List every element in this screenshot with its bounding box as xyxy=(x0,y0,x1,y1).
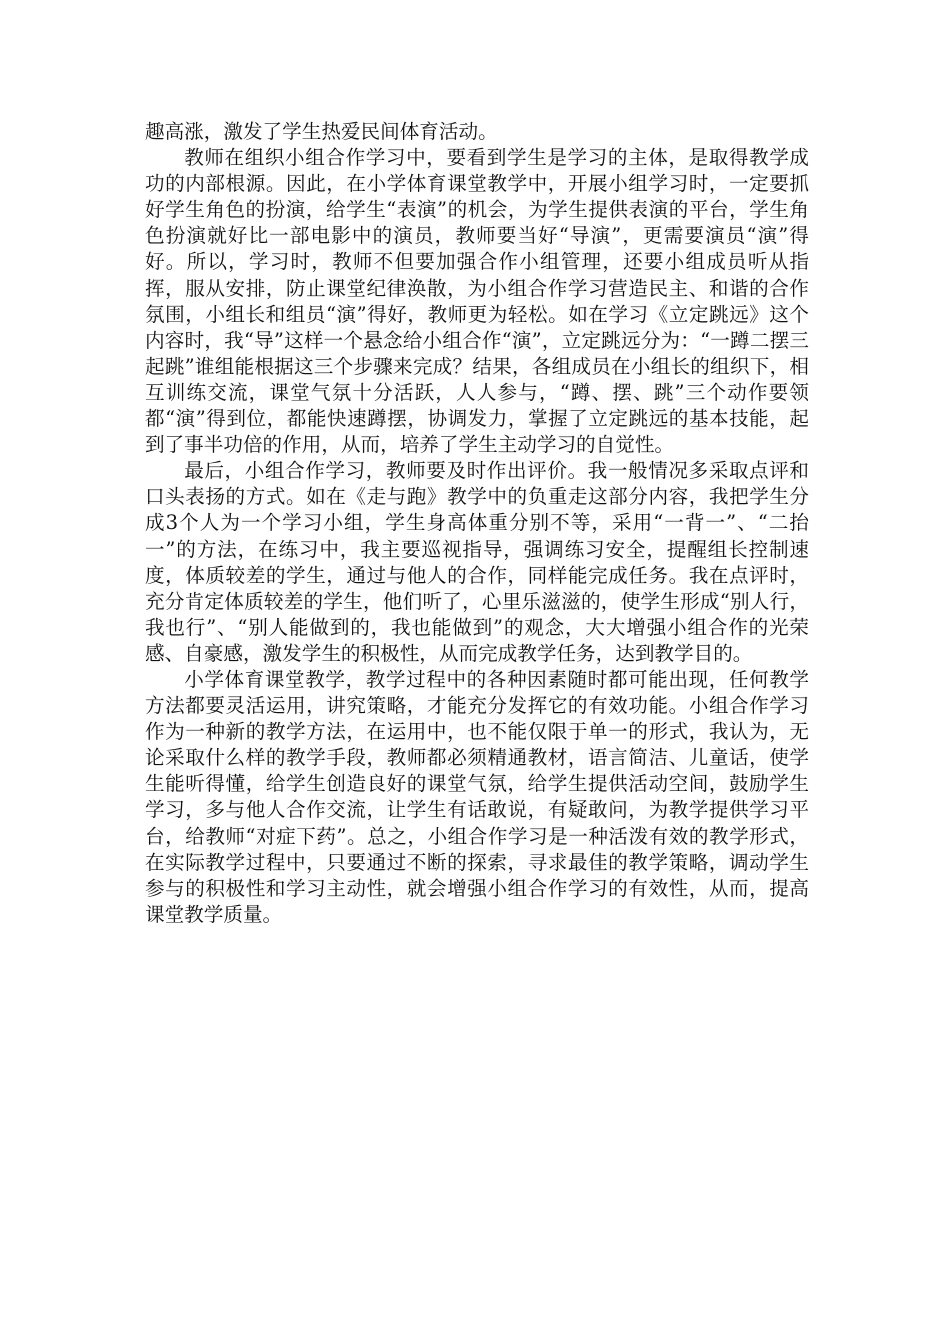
paragraph-teacher-role: 教师在组织小组合作学习中，要看到学生是学习的主体，是取得教学成功的内部根源。因此，在小学体育课堂教学中，开展小组学习时，一定要抓好学生角色的扮演，给学生“表演”的机会，为学生提供表演的平台，学生角色扮演就好比一部电影中的演员，教师要当好“导演”，更需要演员“演”得好。所以，学习时，教师不但要加强合作小组管理，还要小组成员听从指挥，服从安排，防止课堂纪律涣散，为小组合作学习营造民主、和谐的合作氛围，小组长和组员“演”得好，教师更为轻松。如在学习《立定跳远》这个内容时，我“导”这样一个悬念给小组合作“演”，立定跳远分为：“一蹲二摆三起跳”谁组能根据这三个步骤来完成？结果，各组成员在小组长的组织下，相互训练交流，课堂气氛十分活跃，人人参与，“蹲、摆、跳”三个动作要领都“演”得到位，都能快速蹲摆，协调发力，掌握了立定跳远的基本技能，起到了事半功倍的作用，从而，培养了学生主动学习的自觉性。 xyxy=(145,146,809,457)
paragraph-evaluation: 最后，小组合作学习，教师要及时作出评价。我一般情况多采取点评和口头表扬的方式。如在《走与跑》教学中的负重走这部分内容，我把学生分成3个人为一个学习小组，学生身高体重分别不等，采用“一背一”、“二抬一”的方法，在练习中，我主要巡视指导，强调练习安全，提醒组长控制速度，体质较差的学生，通过与他人的合作，同样能完成任务。我在点评时，充分肯定体质较差的学生，他们听了，心里乐滋滋的，使学生形成“别人行，我也行”、“别人能做到的，我也能做到”的观念，大大增强小组合作的光荣感、自豪感，激发学生的积极性，从而完成教学任务，达到教学目的。 xyxy=(145,459,809,665)
document-body xyxy=(145,119,809,928)
paragraph-continuation: 趣高涨，激发了学生热爱民间体育活动。 xyxy=(145,120,498,143)
paragraph-conclusion: 小学体育课堂教学，教学过程中的各种因素随时都可能出现，任何教学方法都要灵活运用，讲究策略，才能充分发挥它的有效功能。小组合作学习作为一种新的教学方法，在运用中，也不能仅限于单一的形式，我认为，无论采取什么样的教学手段，教师都必须精通教材，语言简洁、儿童话，使学生能听得懂，给学生创造良好的课堂气氛，给学生提供活动空间，鼓励学生学习，多与他人合作交流，让学生有话敢说，有疑敢问，为教学提供学习平台，给教师“对症下药”。总之，小组合作学习是一种活泼有效的教学形式，在实际教学过程中，只要通过不断的探索，寻求最佳的教学策略，调动学生参与的积极性和学习主动性，就会增强小组合作学习的有效性，从而，提高课堂教学质量。 xyxy=(145,667,809,926)
